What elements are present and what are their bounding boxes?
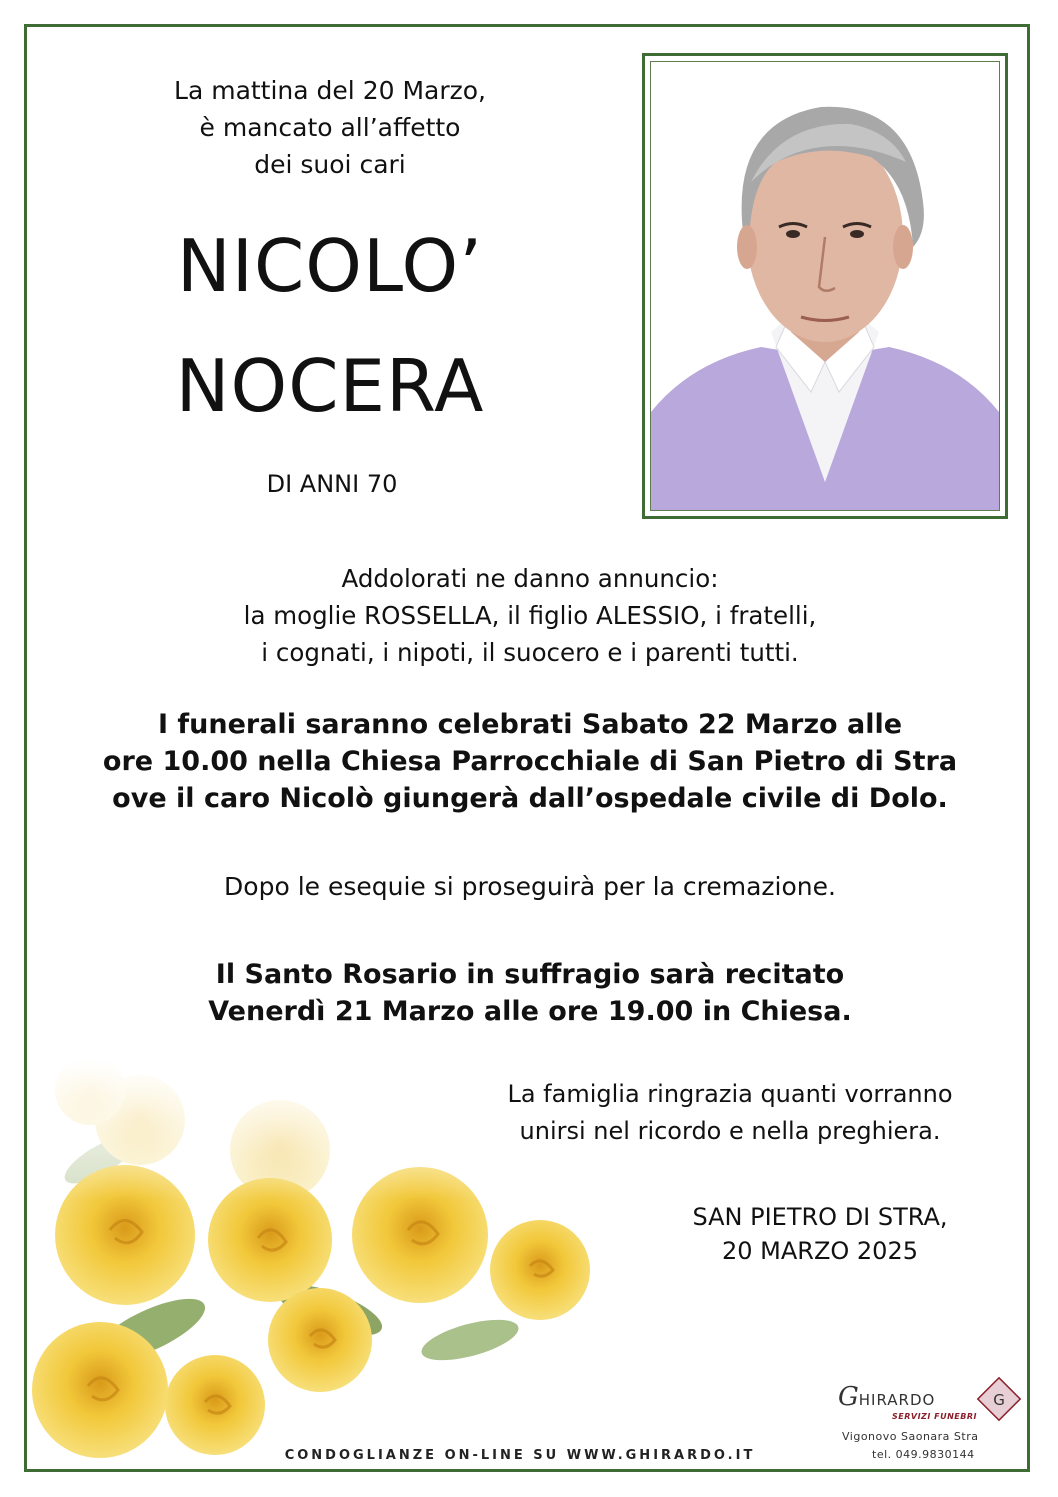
logo-mark-letter: G xyxy=(993,1391,1005,1409)
logo-name-rest: HIRARDO xyxy=(858,1391,936,1409)
intro-text xyxy=(110,72,550,183)
portrait-frame xyxy=(642,53,1008,519)
announcement-line: Addolorati ne danno annuncio: xyxy=(341,564,719,593)
logo-mark-icon xyxy=(976,1376,1022,1422)
announcement-line: la moglie ROSSELLA, il figlio ALESSIO, i fratelli, xyxy=(243,601,817,630)
rosary-line: Il Santo Rosario in suffragio sarà recitato xyxy=(215,959,845,990)
funeral-line: I funerali saranno celebrati Sabato 22 Marzo alle xyxy=(157,709,903,740)
intro-line: è mancato all’affetto xyxy=(199,113,461,142)
thanks-message xyxy=(470,1076,990,1150)
deceased-first-name: NICOLO’ xyxy=(176,224,484,308)
logo-phone: tel. 049.9830144 xyxy=(872,1448,975,1461)
ghirardo-logo xyxy=(832,1374,1032,1474)
deceased-last-name: NOCERA xyxy=(175,344,485,428)
logo-initial: G xyxy=(838,1382,859,1412)
date: 20 MARZO 2025 xyxy=(721,1237,918,1265)
logo-cities: Vigonovo Saonara Stra xyxy=(842,1430,979,1443)
cremation-note: Dopo le esequie si proseguirà per la cremazione. xyxy=(224,872,836,901)
portrait-photo xyxy=(650,61,1000,511)
funeral-details xyxy=(80,706,980,817)
announcement xyxy=(110,560,950,671)
place-date xyxy=(660,1200,980,1268)
portrait-illustration xyxy=(651,62,999,510)
logo-name xyxy=(838,1382,935,1412)
deceased-age: DI ANNI 70 xyxy=(266,470,398,498)
rosary-line: Venerdì 21 Marzo alle ore 19.00 in Chiesa. xyxy=(208,996,852,1027)
intro-line: La mattina del 20 Marzo, xyxy=(174,76,486,105)
footer-condolences: CONDOGLIANZE ON-LINE SU WWW.GHIRARDO.IT xyxy=(284,1448,756,1463)
intro-line: dei suoi cari xyxy=(254,150,406,179)
thanks-line: La famiglia ringrazia quanti vorranno xyxy=(507,1080,953,1108)
funeral-line: ove il caro Nicolò giungerà dall’ospedale civile di Dolo. xyxy=(112,783,948,814)
place: SAN PIETRO DI STRA, xyxy=(692,1203,948,1231)
rosary-details xyxy=(80,956,980,1030)
thanks-line: unirsi nel ricordo e nella preghiera. xyxy=(519,1117,941,1145)
announcement-line: i cognati, i nipoti, il suocero e i parenti tutti. xyxy=(261,638,799,667)
logo-subtitle: SERVIZI FUNEBRI xyxy=(892,1412,977,1421)
funeral-line: ore 10.00 nella Chiesa Parrocchiale di San Pietro di Stra xyxy=(102,746,958,777)
